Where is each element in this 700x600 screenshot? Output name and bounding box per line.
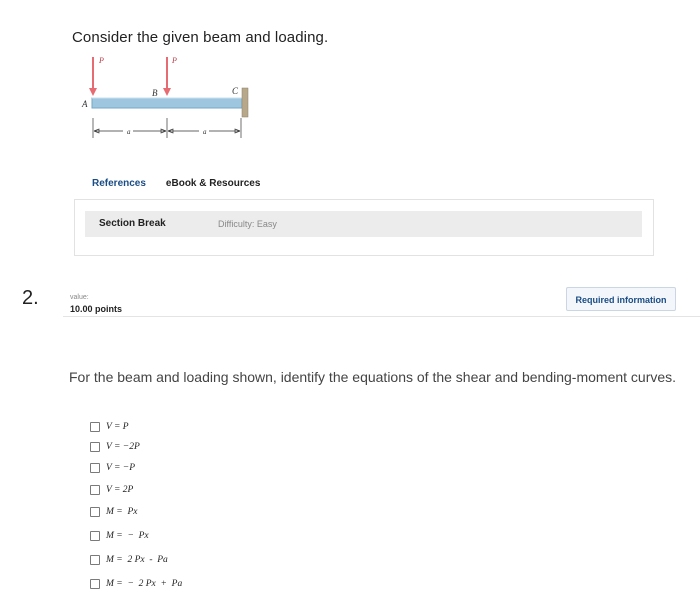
option-label: V = −P <box>106 463 136 473</box>
checkbox[interactable] <box>90 422 100 432</box>
left-dimension-label: a <box>127 128 131 136</box>
resource-tabs <box>92 178 260 189</box>
checkbox[interactable] <box>90 579 100 589</box>
value-label: value: <box>70 294 89 301</box>
beam-body <box>92 98 242 108</box>
required-information-button[interactable]: Required information <box>566 287 676 311</box>
option-label: M = − 2 Px + Pa <box>106 579 183 589</box>
option-label: M = 2 Px - Pa <box>106 555 168 565</box>
option-label: M = Px <box>106 507 138 517</box>
option-label: V = P <box>106 422 129 432</box>
point-b-label: B <box>152 88 158 98</box>
point-c-label: C <box>232 86 239 96</box>
answer-option[interactable] <box>90 440 140 454</box>
checkbox[interactable] <box>90 463 100 473</box>
right-dimension-label: a <box>203 128 207 136</box>
checkbox[interactable] <box>90 442 100 452</box>
beam-figure <box>72 50 257 148</box>
answer-options <box>90 420 340 600</box>
checkbox[interactable] <box>90 531 100 541</box>
answer-option[interactable] <box>90 483 133 497</box>
checkbox[interactable] <box>90 507 100 517</box>
fixed-support <box>242 88 248 117</box>
question-prompt: For the beam and loading shown, identify the equations of the shear and bending-moment curves. <box>69 369 677 385</box>
question-number: 2. <box>22 287 39 309</box>
point-a-label: A <box>82 99 88 109</box>
left-load-label: P <box>99 56 104 65</box>
points-value: 10.00 points <box>70 304 123 314</box>
option-label: V = −2P <box>106 442 140 452</box>
answer-option[interactable] <box>90 529 149 543</box>
middle-load-arrow <box>163 57 171 96</box>
tab-ebook-resources[interactable]: eBook & Resources <box>165 178 261 189</box>
checkbox[interactable] <box>90 485 100 495</box>
middle-load-label: P <box>172 56 177 65</box>
checkbox[interactable] <box>90 555 100 565</box>
tab-references[interactable]: References <box>92 178 146 189</box>
section-break-label: Section Break <box>99 218 166 229</box>
section-panel <box>74 199 654 256</box>
answer-option[interactable] <box>90 553 168 567</box>
answer-option[interactable] <box>90 461 135 475</box>
difficulty-label: Difficulty: Easy <box>218 219 277 229</box>
question-header-divider <box>63 316 700 317</box>
intro-text: Consider the given beam and loading. <box>72 29 329 46</box>
option-label: V = 2P <box>106 485 134 495</box>
dimension-lines <box>93 118 241 138</box>
section-break-bar <box>85 211 642 237</box>
beam-loading-diagram <box>72 50 257 148</box>
answer-option[interactable] <box>90 420 129 434</box>
question-context <box>0 0 700 270</box>
option-label: M = − Px <box>106 531 149 541</box>
answer-option[interactable] <box>90 505 137 519</box>
answer-option[interactable] <box>90 577 182 591</box>
left-load-arrow <box>89 57 97 96</box>
